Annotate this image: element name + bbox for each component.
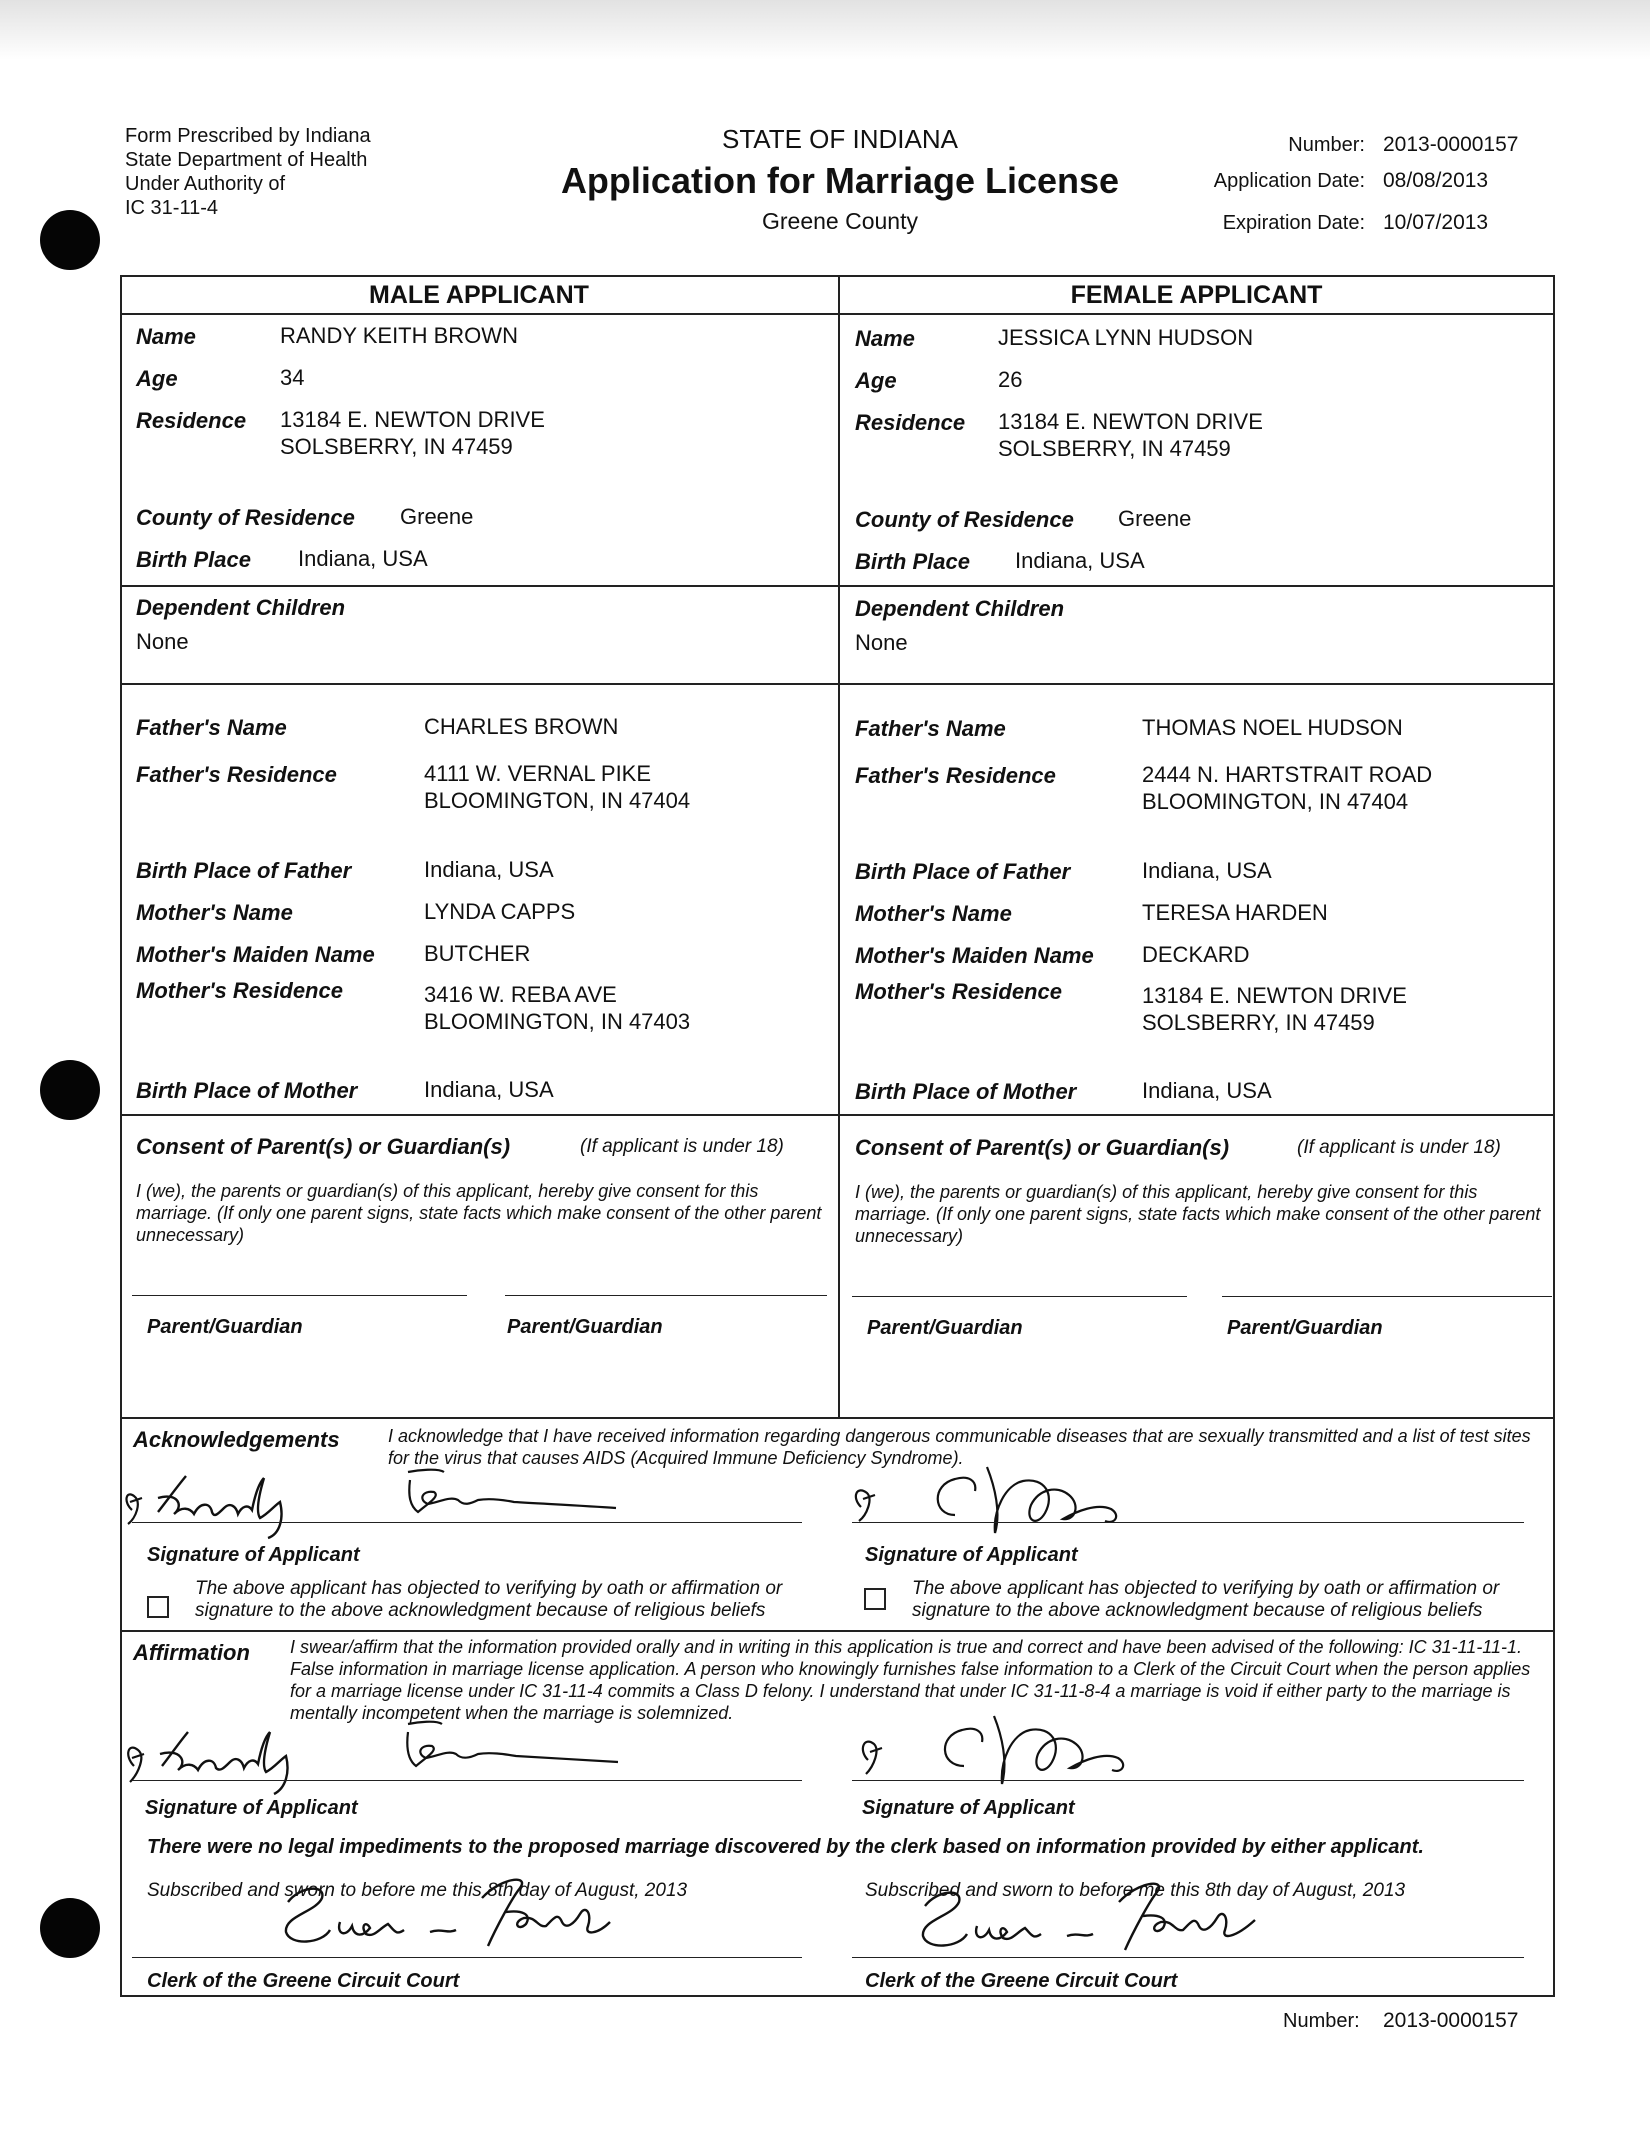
- punch-hole: [40, 1898, 100, 1958]
- address-line: 13184 E. NEWTON DRIVE: [1142, 983, 1407, 1008]
- prescribed-line: State Department of Health: [125, 149, 368, 171]
- address-line: 13184 E. NEWTON DRIVE: [998, 409, 1263, 434]
- objection-text: The above applicant has objected to verifying by oath or affirmation or signature to the above acknowledgment because of religious beliefs: [912, 1578, 1500, 1621]
- male-county: Greene: [400, 504, 474, 529]
- female-name: JESSICA LYNN HUDSON: [998, 325, 1254, 350]
- address-line: SOLSBERRY, IN 47459: [998, 436, 1231, 461]
- male-name: RANDY KEITH BROWN: [280, 323, 518, 348]
- female-applicant-heading: FEMALE APPLICANT: [1070, 281, 1323, 309]
- female-age: 26: [998, 367, 1023, 392]
- religious-objection-checkbox[interactable]: [147, 1596, 169, 1618]
- application-date: 08/08/2013: [1383, 169, 1489, 192]
- female-fathers-name: THOMAS NOEL HUDSON: [1142, 715, 1403, 740]
- mothers-name-label: Mother's Name: [855, 901, 1012, 926]
- address-line: BLOOMINGTON, IN 47404: [424, 788, 691, 813]
- male-mothers-residence: [424, 981, 690, 1035]
- residence-label: Residence: [136, 408, 247, 433]
- birth-place-mother-label: Birth Place of Mother: [136, 1078, 358, 1103]
- applicant-signature-line: [852, 1780, 1524, 1781]
- parent-guardian-label: Parent/Guardian: [1227, 1317, 1383, 1339]
- clerk-signature: [270, 1868, 630, 1958]
- consent-title: Consent of Parent(s) or Guardian(s): [136, 1134, 511, 1159]
- dependent-children-label: Dependent Children: [136, 595, 346, 620]
- address-line: 4111 W. VERNAL PIKE: [424, 761, 652, 786]
- male-birth-place-father: Indiana, USA: [424, 857, 554, 882]
- page-title: Application for Marriage License: [560, 160, 1120, 201]
- state-name: STATE OF INDIANA: [722, 124, 958, 154]
- scan-edge-shading: [0, 0, 1650, 60]
- column-divider: [838, 275, 840, 1418]
- footer-number: 2013-0000157: [1383, 2009, 1519, 2032]
- male-applicant-signature: [118, 1462, 678, 1542]
- address-line: 2444 N. HARTSTRAIT ROAD: [1142, 762, 1433, 787]
- female-mothers-name: TERESA HARDEN: [1142, 900, 1328, 925]
- male-residence: [280, 406, 545, 460]
- female-mothers-maiden-name: DECKARD: [1142, 942, 1250, 967]
- birth-place-father-label: Birth Place of Father: [136, 858, 352, 883]
- male-birth-place: Indiana, USA: [298, 546, 428, 571]
- county-name: Greene County: [762, 208, 918, 234]
- mothers-maiden-name-label: Mother's Maiden Name: [136, 942, 375, 967]
- footer-number-label: Number:: [1283, 2010, 1360, 2032]
- age-label: Age: [136, 366, 178, 391]
- parent-guardian-label: Parent/Guardian: [867, 1317, 1023, 1339]
- address-line: 13184 E. NEWTON DRIVE: [280, 407, 545, 432]
- dependent-children-label: Dependent Children: [855, 596, 1065, 621]
- acknowledgements-title: Acknowledgements: [133, 1427, 340, 1452]
- mothers-name-label: Mother's Name: [136, 900, 293, 925]
- address-line: BLOOMINGTON, IN 47404: [1142, 789, 1409, 814]
- fathers-name-label: Father's Name: [855, 716, 1006, 741]
- mothers-residence-label: Mother's Residence: [855, 979, 1062, 1004]
- female-applicant-signature: [845, 1455, 1185, 1555]
- female-birth-place-father: Indiana, USA: [1142, 858, 1272, 883]
- signature-of-applicant-label: Signature of Applicant: [865, 1544, 1078, 1566]
- county-of-residence-label: County of Residence: [855, 507, 1074, 532]
- age-label: Age: [855, 368, 897, 393]
- address-line: SOLSBERRY, IN 47459: [1142, 1010, 1375, 1035]
- objection-text: The above applicant has objected to verifying by oath or affirmation or signature to the above acknowledgment because of religious beliefs: [195, 1578, 783, 1621]
- applicant-signature-line: [132, 1522, 802, 1523]
- prescribed-line: Under Authority of: [125, 173, 286, 195]
- birth-place-father-label: Birth Place of Father: [855, 859, 1071, 884]
- male-applicant-heading: MALE APPLICANT: [369, 281, 589, 309]
- consent-text: I (we), the parents or guardian(s) of this applicant, hereby give consent for this marriage. (If only one parent signs, state facts which make consent of the other parent unnecessary): [855, 1182, 1541, 1246]
- address-line: SOLSBERRY, IN 47459: [280, 434, 513, 459]
- male-mothers-maiden-name: BUTCHER: [424, 941, 531, 966]
- divider: [120, 1630, 1555, 1632]
- male-mothers-name: LYNDA CAPPS: [424, 899, 576, 924]
- religious-objection-checkbox[interactable]: [864, 1588, 886, 1610]
- clerk-signature: [905, 1868, 1285, 1968]
- prescribed-line: IC 31-11-4: [125, 197, 219, 219]
- form-prescribed-note: [125, 124, 371, 220]
- punch-hole: [40, 210, 100, 270]
- parent-signature-line: [132, 1295, 467, 1296]
- applicant-signature-line: [852, 1522, 1524, 1523]
- parent-signature-line: [852, 1296, 1187, 1297]
- application-number: 2013-0000157: [1383, 133, 1519, 156]
- birth-place-label: Birth Place: [855, 549, 970, 574]
- name-label: Name: [855, 326, 915, 351]
- mothers-residence-label: Mother's Residence: [136, 978, 343, 1003]
- male-fathers-name: CHARLES BROWN: [424, 714, 619, 739]
- female-birth-place: Indiana, USA: [1015, 548, 1145, 573]
- fathers-name-label: Father's Name: [136, 715, 287, 740]
- parent-signature-line: [1222, 1296, 1552, 1297]
- fathers-residence-label: Father's Residence: [855, 763, 1056, 788]
- birth-place-mother-label: Birth Place of Mother: [855, 1079, 1077, 1104]
- male-age: 34: [280, 365, 305, 390]
- expiration-date: 10/07/2013: [1383, 211, 1489, 234]
- applicant-signature-line: [132, 1780, 802, 1781]
- clerk-signature-line: [852, 1957, 1524, 1958]
- male-birth-place-mother: Indiana, USA: [424, 1077, 554, 1102]
- male-dependent-children: None: [136, 629, 189, 654]
- mothers-maiden-name-label: Mother's Maiden Name: [855, 943, 1094, 968]
- consent-note: (If applicant is under 18): [580, 1136, 784, 1157]
- parent-signature-line: [505, 1295, 827, 1296]
- consent-note: (If applicant is under 18): [1297, 1137, 1501, 1158]
- clerk-signature-line: [132, 1957, 802, 1958]
- consent-text: I (we), the parents or guardian(s) of this applicant, hereby give consent for this marriage. (If only one parent signs, state facts which make consent of the other parent unnecessary): [136, 1181, 822, 1245]
- address-line: BLOOMINGTON, IN 47403: [424, 1009, 691, 1034]
- acknowledgements-text: I acknowledge that I have received information regarding dangerous communicable diseases that are sexually transmitted and a list of test sites for the virus that causes AIDS (Acquired Immune Deficiency Syndrome).: [388, 1426, 1531, 1468]
- prescribed-line: Form Prescribed by Indiana: [125, 125, 371, 147]
- consent-title: Consent of Parent(s) or Guardian(s): [855, 1135, 1230, 1160]
- male-applicant-signature: [118, 1710, 678, 1800]
- female-applicant-signature: [850, 1700, 1190, 1810]
- impediments-statement: There were no legal impediments to the proposed marriage discovered by the clerk based on information provided by either applicant.: [147, 1836, 1424, 1858]
- expiration-date-label: Expiration Date:: [1222, 212, 1365, 234]
- signature-of-applicant-label: Signature of Applicant: [145, 1797, 358, 1819]
- fathers-residence-label: Father's Residence: [136, 762, 337, 787]
- female-dependent-children: None: [855, 630, 908, 655]
- residence-label: Residence: [855, 410, 966, 435]
- male-fathers-residence: [424, 760, 690, 814]
- female-birth-place-mother: Indiana, USA: [1142, 1078, 1272, 1103]
- application-date-label: Application Date:: [1213, 170, 1365, 192]
- number-label: Number:: [1288, 134, 1365, 156]
- punch-hole: [40, 1060, 100, 1120]
- female-county: Greene: [1118, 506, 1192, 531]
- female-residence: [998, 408, 1263, 462]
- clerk-label: Clerk of the Greene Circuit Court: [865, 1970, 1178, 1992]
- female-mothers-residence: [1142, 982, 1407, 1036]
- subscribed-statement: Subscribed and sworn to before me this 8th day of August, 2013: [147, 1880, 688, 1901]
- affirmation-text: I swear/affirm that the information provided orally and in writing in this application is true and correct and have been advised of the following: IC 31-11-11-1. False information in marriage license application. A person who knowingly furnishes false information to a Clerk of the Circuit Court when the person applies for a marriage license under IC 31-11-4 commits a Class D felony. I understand that under IC 31-11-8-4 a marriage is void if either party to the marriage is mentally incompetent when the marriage is solemnized.: [290, 1637, 1531, 1723]
- clerk-label: Clerk of the Greene Circuit Court: [147, 1970, 460, 1992]
- name-label: Name: [136, 324, 196, 349]
- address-line: 3416 W. REBA AVE: [424, 982, 617, 1007]
- signature-of-applicant-label: Signature of Applicant: [147, 1544, 360, 1566]
- parent-guardian-label: Parent/Guardian: [147, 1316, 303, 1338]
- subscribed-statement: Subscribed and sworn to before me this 8th day of August, 2013: [865, 1880, 1406, 1901]
- female-fathers-residence: [1142, 761, 1432, 815]
- signature-of-applicant-label: Signature of Applicant: [862, 1797, 1075, 1819]
- affirmation-title: Affirmation: [133, 1640, 250, 1665]
- birth-place-label: Birth Place: [136, 547, 251, 572]
- county-of-residence-label: County of Residence: [136, 505, 355, 530]
- parent-guardian-label: Parent/Guardian: [507, 1316, 663, 1338]
